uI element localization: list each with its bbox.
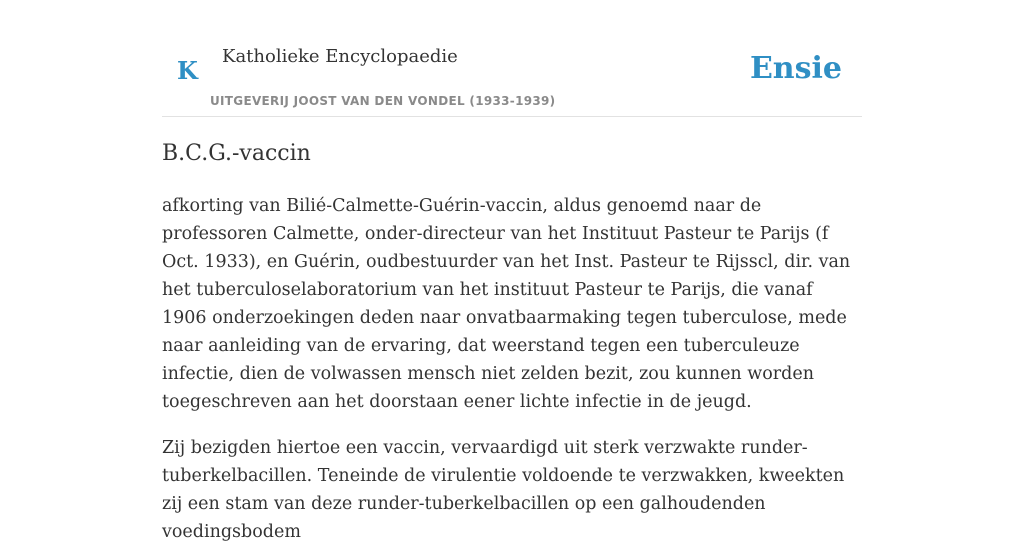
entry-title: B.C.G.-vaccin <box>162 141 311 166</box>
entry-content <box>162 138 862 546</box>
entry-paragraph: Zij bezigden hiertoe een vaccin, vervaardigd uit sterk verzwakte runder-tuberkelbacillen. Teneinde de virulentie voldoende te verzwakken, kweekten zij een stam van deze runder-tuberkelbacillen op een galhoudenden voedingsbodem <box>162 438 845 542</box>
encyclopedia-logo[interactable]: K <box>177 56 198 85</box>
encyclopedia-title[interactable]: Katholieke Encyclopaedie <box>222 46 458 67</box>
ensie-logo[interactable]: Ensie <box>749 51 842 86</box>
header <box>162 0 862 117</box>
publisher-label: UITGEVERIJ JOOST VAN DEN VONDEL (1933-1939) <box>210 94 556 108</box>
entry-paragraph: afkorting van Bilié-Calmette-Guérin-vaccin, aldus genoemd naar de professoren Calmette, onder-directeur van het Instituut Pasteur te Parijs (f Oct. 1933), en Guérin, oudbestuurder van het Inst. Pasteur te Rijsscl, dir. van het tuberculoselaboratorium van het instituut Pasteur te Parijs, die vanaf 1906 onderzoekingen deden naar onvatbaarmaking tegen tuberculose, mede naar aanleiding van de ervaring, dat weerstand tegen een tuberculeuze infectie, dien de volwassen mensch niet zelden bezit, zou kunnen worden toegeschreven aan het doorstaan eener lichte infectie in de jeugd. <box>162 196 851 412</box>
